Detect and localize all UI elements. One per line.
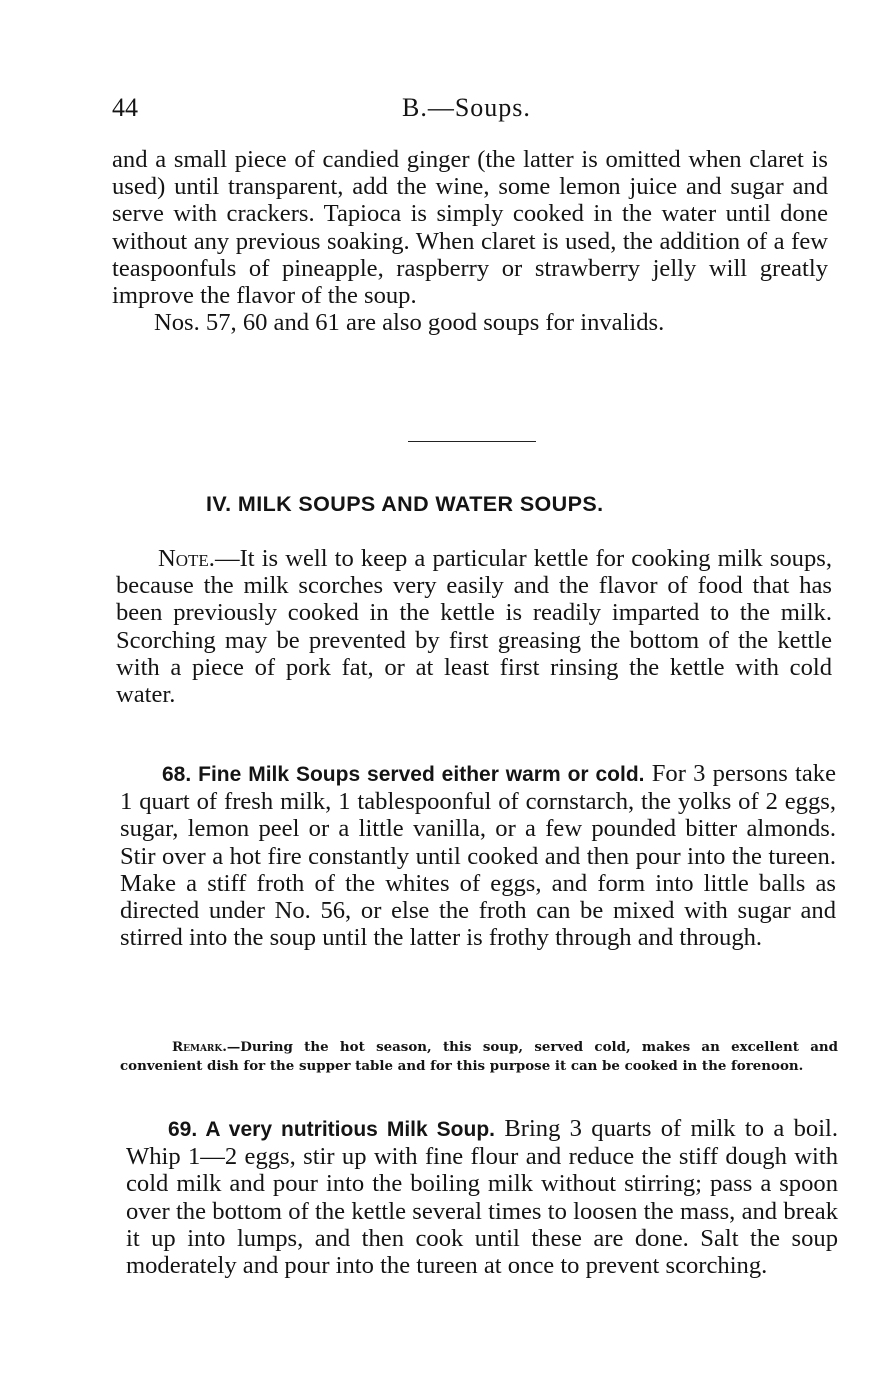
recipe-69-heading: 69. A very nutritious Milk Soup. xyxy=(168,1118,496,1141)
note-label: Note. xyxy=(158,545,215,572)
recipe-68-remark xyxy=(120,1038,838,1075)
recipe-68-text: For 3 persons take 1 quart of fresh milk, 1 tablespoonful of cornstarch, the yolks of 2 eggs, sugar, lemon peel or a little vanilla, or a few pounded bitter almonds. Stir over a hot fire constantly until cooked and then pour into the tureen. Make a stiff froth of the whites of eggs, and form into little balls as directed under No. 56, or else the froth can be mixed with sugar and stirred into the soup until the latter is frothy through and through. xyxy=(120,760,836,952)
note-text: —It is well to keep a particular kettle for cooking milk soups, because the milk scorches very easily and the flavor of food that has been previously cooked in the kettle is readily imparted to the milk. Scorching may be prevented by first greasing the bottom of the kettle with a piece of pork fat, or at least first rinsing the kettle with cold water. xyxy=(116,545,832,709)
page-number: 44 xyxy=(112,93,138,122)
invalids-note: Nos. 57, 60 and 61 are also good soups for invalids. xyxy=(154,309,665,337)
chapter-heading: IV. MILK SOUPS AND WATER SOUPS. xyxy=(206,492,604,516)
intro-paragraph: and a small piece of candied ginger (the latter is omitted when claret is used) until transparent, add the wine, some lemon juice and sugar and serve with crackers. Tapioca is simply cooked in the water until done without any previous soaking. When claret is used, the addition of a few teaspoonfuls of pineapple, raspberry or strawberry jelly will greatly improve the flavor of the soup. xyxy=(112,146,828,310)
section-divider xyxy=(408,441,536,442)
recipe-69 xyxy=(126,1115,838,1279)
note-section xyxy=(116,545,832,708)
recipe-69-text: Bring 3 quarts of milk to a boil. Whip 1—2 eggs, stir up with fine flour and reduce the stiff dough with cold milk and pour into the boiling milk without stirring; pass a spoon over the bottom of the kettle several times to loosen the mass, and break it up into lumps, and then cook until these are done. Salt the soup moderately and pour into the tureen at once to prevent scorching. xyxy=(126,1115,839,1280)
remark-label: Remark. xyxy=(172,1039,227,1055)
recipe-68 xyxy=(120,760,836,951)
running-head xyxy=(112,93,836,133)
section-title: B.—Soups. xyxy=(402,93,531,122)
recipe-69-body xyxy=(126,1115,838,1279)
remark-text: —During the hot season, this soup, served cold, makes an excellent and convenient dish for the supper table and for this purpose it can be cooked in the forenoon. xyxy=(120,1039,838,1074)
recipe-68-heading: 68. Fine Milk Soups served either warm or cold. xyxy=(162,763,645,786)
intro-section xyxy=(112,146,828,336)
note-paragraph xyxy=(116,545,832,708)
recipe-68-body xyxy=(120,760,836,951)
